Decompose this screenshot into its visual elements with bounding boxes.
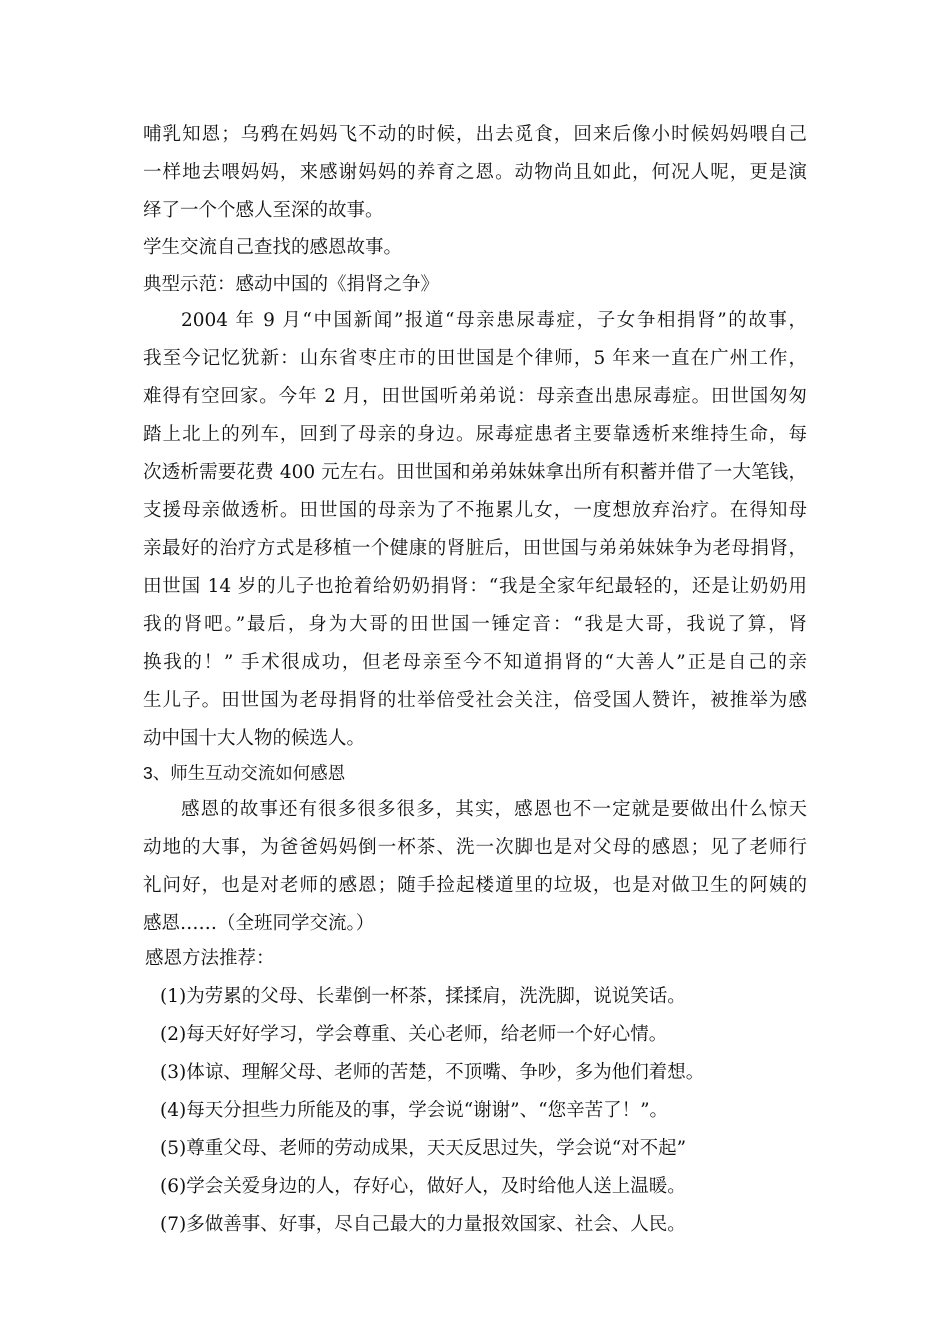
story-line: 亲最好的治疗方式是移植一个健康的肾脏后，田世国与弟弟妹妹争为老母捐肾， — [143, 538, 807, 559]
method-item: (5)尊重父母、老师的劳动成果，天天反思过失，学会说“对不起” — [160, 1138, 687, 1159]
story-line: 生儿子。田世国为老母捐肾的壮举倍受社会关注，倍受国人赞许，被推举为感 — [143, 690, 807, 711]
story-line: 次透析需要花费 400 元左右。田世国和弟弟妹妹拿出所有积蓄并借了一大笔钱， — [143, 462, 807, 483]
section3-line: 感恩的故事还有很多很多很多，其实，感恩也不一定就是要做出什么惊天 — [181, 799, 807, 820]
story-line: 我至今记忆犹新：山东省枣庄市的田世国是个律师，5 年来一直在广州工作， — [143, 348, 807, 369]
intro-line: 哺乳知恩；乌鸦在妈妈飞不动的时候，出去觅食，回来后像小时候妈妈喂自己 — [143, 124, 807, 145]
story-line: 田世国 14 岁的儿子也抢着给奶奶捐肾：“我是全家年纪最轻的，还是让奶奶用 — [143, 576, 807, 597]
method-item: (2)每天好好学习，学会尊重、关心老师，给老师一个好心情。 — [160, 1024, 668, 1045]
student-exchange-line: 学生交流自己查找的感恩故事。 — [143, 237, 403, 258]
method-item: (6)学会关爱身边的人，存好心，做好人，及时给他人送上温暖。 — [160, 1176, 686, 1197]
story-line: 踏上北上的列车，回到了母亲的身边。尿毒症患者主要靠透析来维持生命，每 — [143, 424, 807, 445]
story-line: 2004 年 9 月“中国新闻”报道“母亲患尿毒症，子女争相捐肾”的故事， — [181, 310, 807, 331]
story-line: 我的肾吧。”最后，身为大哥的田世国一锤定音：“我是大哥，我说了算，肾 — [143, 614, 807, 635]
story-line: 难得有空回家。今年 2 月，田世国听弟弟说：母亲查出患尿毒症。田世国匆匆 — [143, 386, 807, 407]
method-item: (4)每天分担些力所能及的事，学会说“谢谢”、“您辛苦了！”。 — [160, 1100, 669, 1121]
section3-line: 感恩……（全班同学交流。） — [143, 913, 375, 934]
method-item: (7)多做善事、好事，尽自己最大的力量报效国家、社会、人民。 — [160, 1214, 686, 1235]
methods-title: 感恩方法推荐： — [145, 948, 275, 969]
intro-line: 一样地去喂妈妈，来感谢妈妈的养育之恩。动物尚且如此，何况人呢，更是演 — [143, 162, 807, 183]
example-title: 典型示范：感动中国的《捐肾之争》 — [143, 274, 440, 295]
story-line: 换我的！” 手术很成功，但老母亲至今不知道捐肾的“大善人”正是自己的亲 — [143, 652, 807, 673]
method-item: (3)体谅、理解父母、老师的苦楚，不顶嘴、争吵，多为他们着想。 — [160, 1062, 705, 1083]
section3-line: 动地的大事，为爸爸妈妈倒一杯茶、洗一次脚也是对父母的感恩；见了老师行 — [143, 837, 807, 858]
intro-line: 绎了一个个感人至深的故事。 — [143, 200, 384, 221]
section3-heading: 3、师生互动交流如何感恩 — [143, 763, 346, 783]
story-line: 动中国十大人物的候选人。 — [143, 728, 366, 749]
section3-line: 礼问好，也是对老师的感恩；随手捡起楼道里的垃圾，也是对做卫生的阿姨的 — [143, 875, 807, 896]
story-line: 支援母亲做透析。田世国的母亲为了不拖累儿女，一度想放弃治疗。在得知母 — [143, 500, 807, 521]
method-item: (1)为劳累的父母、长辈倒一杯茶，揉揉肩，洗洗脚，说说笑话。 — [160, 986, 686, 1007]
